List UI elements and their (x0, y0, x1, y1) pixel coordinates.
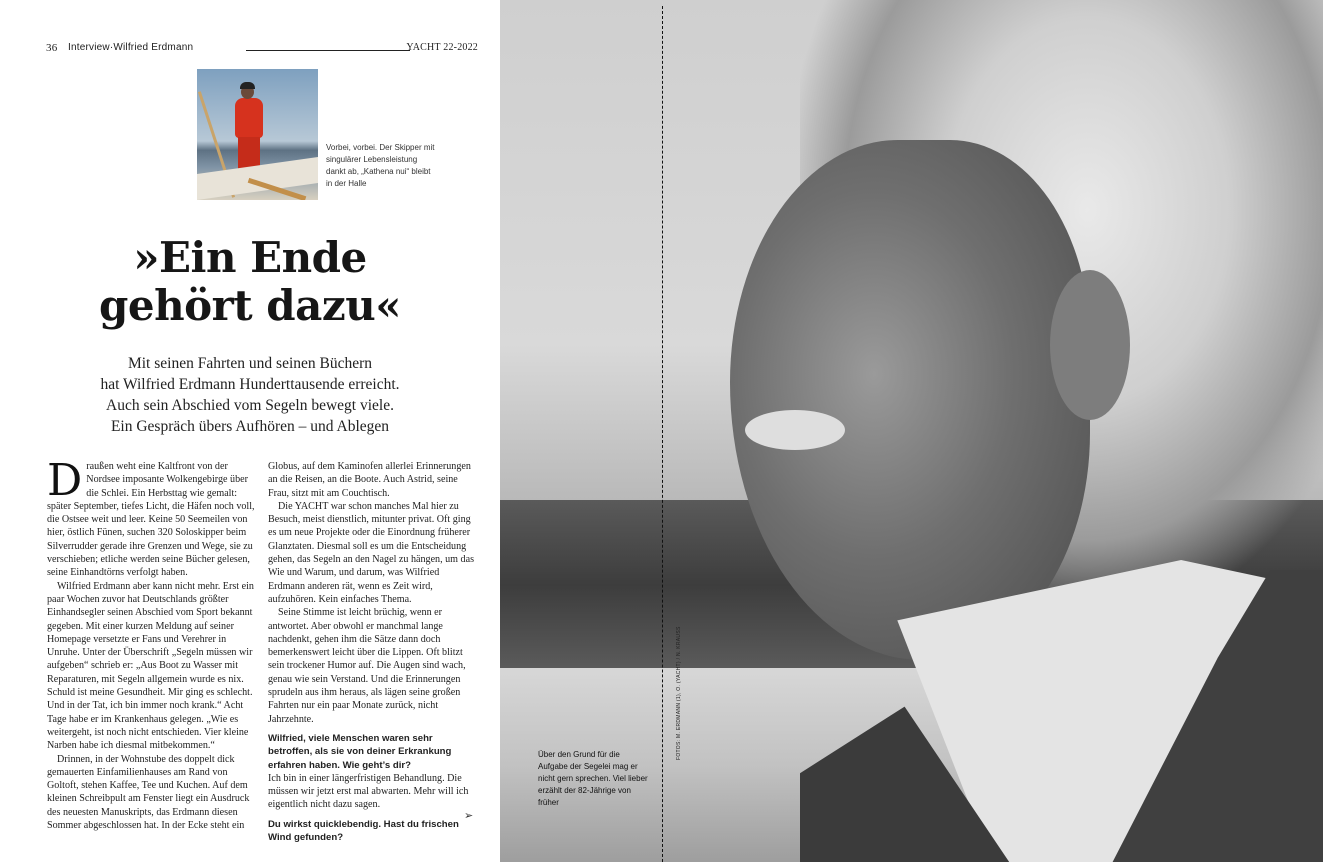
paragraph-2: Wilfried Erdmann aber kann nicht mehr. Erst ein paar Wochen zuvor hat Deutschlands größter Einhandsegler seinen Abschied vom Sport bekannt gegeben. Mit einer kurzen Meldung auf seiner Homepage versetzte er Fans und Verehrer in Unruhe. Unter der Überschrift „Segeln müssen wir aufgeben“ schrieb er: „Aus Boot zu Wasser mit Reparaturen, mit Segeln allgemein wurde es nix. Schuld ist meine Gesundheit. Mir ging es schlecht. Und in der Tat, ich bin immer noch krank.“ Acht Tage habe er im Krankenhaus gelegen. „Wie es weitergeht, ist noch nicht entschieden. Vier kleine Narben habe ich diesmal mitbekommen.“ (47, 580, 254, 752)
fold-guide-line (662, 6, 663, 862)
paragraph-1: Draußen weht eine Kaltfront von der Nordsee imposante Wolkengebirge über die Schlei. Ein Herbsttag wie gemalt: später September, tiefes Licht, die Häfen noch voll, die Ostsee weit und leer. Keine 50 Seemeilen von hier, östlich Fünen, suchen 320 Soloskipper beim Silverrudder gerade ihre Grenzen und Wege, sie zu verschieben; etliche werden seine Bücher gelesen, seine Einhandtörns verfolgt haben. (47, 455, 255, 579)
interview-question-2: Du wirkst quicklebendig. Hast du frischen Wind gefunden? (268, 818, 459, 844)
sailor-photo (197, 69, 318, 200)
paragraph-5: Die YACHT war schon manches Mal hier zu Besuch, meist dienstlich, mitunter privat. Oft ging es um neue Projekte oder die Einordnung früherer Glanztaten. Diesmal soll es um die Entscheidung gehen, das Segeln an den Nagel zu hängen, um das Wie und Warum, und darum, was Wilfried Erdmann anderen rät, wenn es Zeit wird, aufzuhören. Kein einfaches Thema. (268, 500, 475, 605)
thumb-caption: Vorbei, vorbei. Der Skipper mit singulärer Lebensleistung dankt ab, „Kathena nui“ bleibt in der Halle (326, 143, 435, 188)
photo-skipper (235, 85, 265, 177)
interview-answer-1: Ich bin in einer längerfristigen Behandlung. Die müssen wir jetzt erst mal abwarten. Mehr will ich eigentlich nicht dazu sagen. (268, 772, 469, 811)
deck-line-4: Ein Gespräch übers Aufhören – und Ablegen (110, 418, 390, 435)
left-page (0, 0, 500, 862)
headline-line-2: gehört dazu« (98, 281, 401, 330)
running-header (46, 42, 478, 56)
portrait-ear (1050, 270, 1130, 420)
header-rule (246, 50, 410, 51)
headline-line-1: »Ein Ende (133, 233, 367, 282)
portrait-mustache (745, 410, 845, 450)
section-label: Interview·Wilfried Erdmann (68, 42, 194, 53)
magazine-issue: YACHT 22-2022 (406, 42, 478, 53)
photo-caption: Über den Grund für die Aufgabe der Segelei mag er nicht gern sprechen. Viel lieber erzählt der 82-Jährige von früher (538, 750, 648, 807)
photo-credit: FOTOS: M. ERDMANN (1), O. (YACHT) / N. KRAUSS (676, 626, 682, 760)
deck-line-2: hat Wilfried Erdmann Hunderttausende erreicht. (100, 376, 400, 393)
body-column-1 (47, 455, 257, 832)
paragraph-3: Drinnen, in der Wohnstube des doppelt dick gemauerten Einfamilienhauses am Rand von Goltoft, stehen Kaffee, Tee und Kuchen. Auf dem kleinen Schreibpult am Fenster liegt ein Ausdruck des neuesten Manuskripts, das Erdmann diesen Sommer abgeschlossen hat. In der Ecke steht ein (47, 753, 250, 832)
continue-arrow-icon: ➢ (464, 809, 474, 822)
body-column-2 (268, 460, 478, 844)
deck-text (40, 353, 460, 437)
interview-question-1: Wilfried, viele Menschen waren sehr betroffen, als sie von deiner Erkrankung erfahren haben. Wie geht’s dir? (268, 732, 452, 771)
portrait-photo (500, 0, 1323, 862)
dropcap: D (47, 455, 83, 506)
page-number: 36 (46, 42, 58, 54)
headline (40, 234, 460, 330)
deck-line-1: Mit seinen Fahrten und seinen Büchern (127, 355, 373, 372)
paragraph-4: Globus, auf dem Kaminofen allerlei Erinnerungen an die Reisen, an die Boote. Auch Astrid, seine Frau, sitzt mit am Couchtisch. (268, 461, 471, 499)
paragraph-6: Seine Stimme ist leicht brüchig, wenn er antwortet. Aber obwohl er manchmal lange nachdenkt, gehen ihm die Sätze dann doch bemerkenswert leicht über die Lippen. Oft blitzt sein trockener Humor auf. Die Augen sind wach, genau wie sein Verstand. Und die Erinnerungen sprudeln aus ihm heraus, als lägen seine großen Fahrten nur ein paar Monate zurück, nicht Jahrzehnte. (268, 607, 466, 725)
deck-line-3: Auch sein Abschied vom Segeln bewegt viele. (106, 397, 394, 414)
